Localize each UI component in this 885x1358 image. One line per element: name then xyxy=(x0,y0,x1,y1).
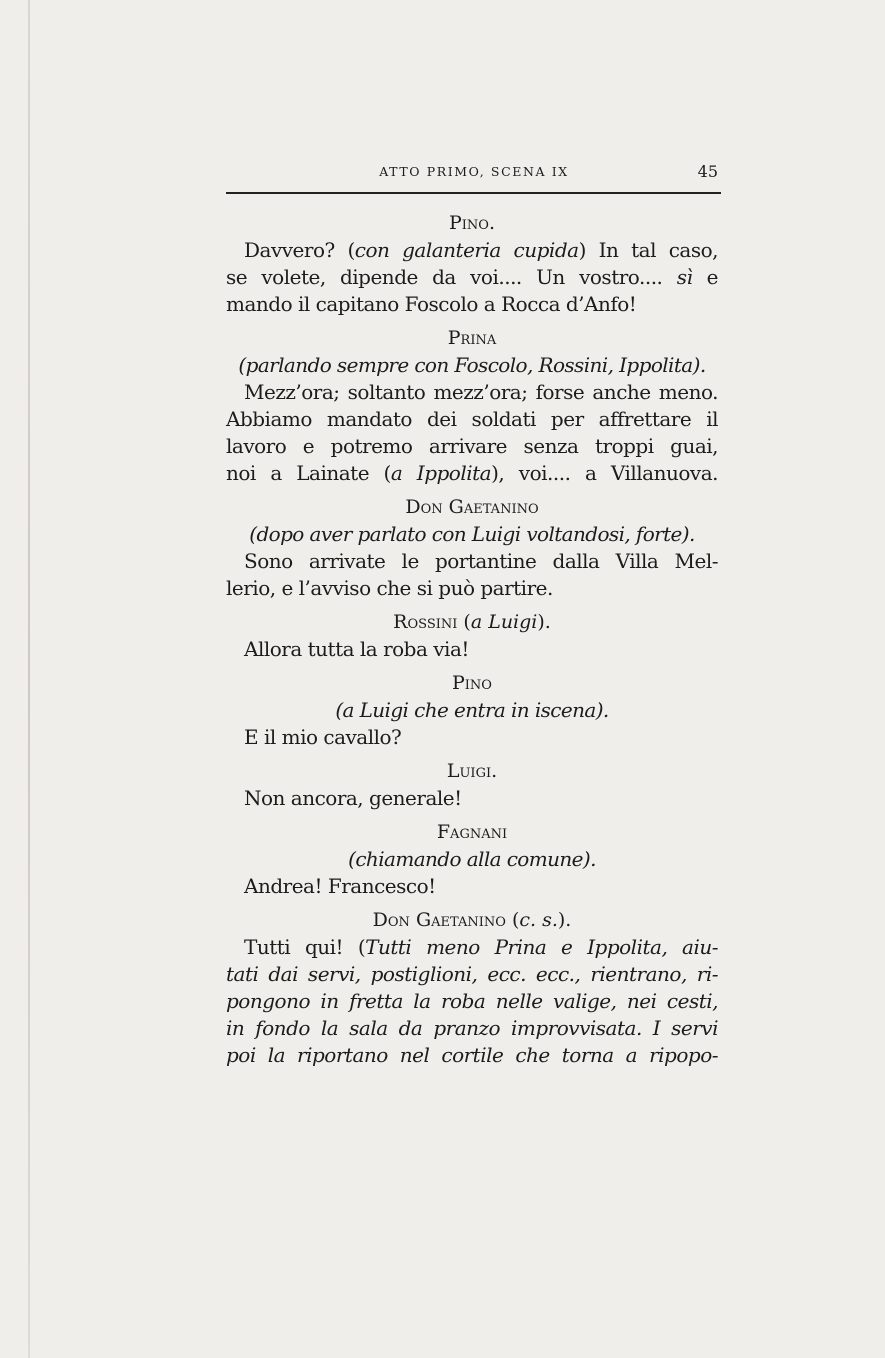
speaker-name: Luigi. xyxy=(446,760,498,782)
text-line: Tutti qui! (Tutti meno Prina e Ippolita, aiu- xyxy=(244,935,719,959)
speaker-heading: Rossini (a Luigi). xyxy=(393,611,551,633)
speaker-name: Pino xyxy=(452,672,492,694)
speaker-name: Fagnani xyxy=(436,821,508,843)
text-line: Mezz’ora; soltanto mezz’ora; forse anche meno. xyxy=(244,380,718,404)
text-line: lavoro e potremo arrivare senza troppi guai, xyxy=(226,434,718,458)
stage-direction: (dopo aver parlato con Luigi voltandosi, forte). xyxy=(249,522,695,546)
text-line: noi a Lainate (a Ippolita), voi.... a Villanuova. xyxy=(226,461,718,485)
text-line: Davvero? (con galanteria cupida) In tal caso, xyxy=(244,238,718,262)
page-text xyxy=(226,210,718,1069)
text-line: Allora tutta la roba via! xyxy=(244,637,469,661)
text-line: Sono arrivate le portantine dalla Villa Mel- xyxy=(244,549,718,573)
speaker-name: Prina xyxy=(447,327,497,349)
text-line: Non ancora, generale! xyxy=(244,786,462,810)
text-line: lerio, e l’avviso che si può partire. xyxy=(226,576,553,600)
text-line: se volete, dipende da voi.... Un vostro.... sì e xyxy=(226,265,718,289)
stage-direction: (chiamando alla comune). xyxy=(348,847,596,871)
text-line: E il mio cavallo? xyxy=(244,725,402,749)
running-title: ATTO PRIMO, SCENA IX xyxy=(379,164,569,179)
text-line: pongono in fretta la roba nelle valige, nei cesti, xyxy=(226,989,718,1013)
text-line: mando il capitano Foscolo a Rocca d’Anfo! xyxy=(226,292,637,316)
text-line: poi la riportano nel cortile che torna a ripopo- xyxy=(226,1043,718,1067)
page-edge xyxy=(28,0,30,1358)
speaker-heading: Don Gaetanino (c. s.). xyxy=(372,909,572,931)
stage-direction: (parlando sempre con Foscolo, Rossini, Ippolita). xyxy=(238,353,706,377)
text-line: in fondo la sala da pranzo improvvisata. I servi xyxy=(226,1016,718,1040)
page-number: 45 xyxy=(697,162,718,181)
text-line: tati dai servi, postiglioni, ecc. ecc., rientrano, ri- xyxy=(226,962,718,986)
text-line: Andrea! Francesco! xyxy=(244,874,436,898)
stage-direction: (a Luigi che entra in iscena). xyxy=(335,698,609,722)
speaker-name: Rossini xyxy=(393,611,458,633)
speaker-name: Don Gaetanino xyxy=(405,496,539,518)
speaker-name: Pino. xyxy=(449,212,495,234)
header-rule xyxy=(226,192,721,194)
text-line: Abbiamo mandato dei soldati per affrettare il xyxy=(226,407,718,431)
running-head xyxy=(228,162,720,184)
speaker-name: Don Gaetanino xyxy=(372,909,506,931)
